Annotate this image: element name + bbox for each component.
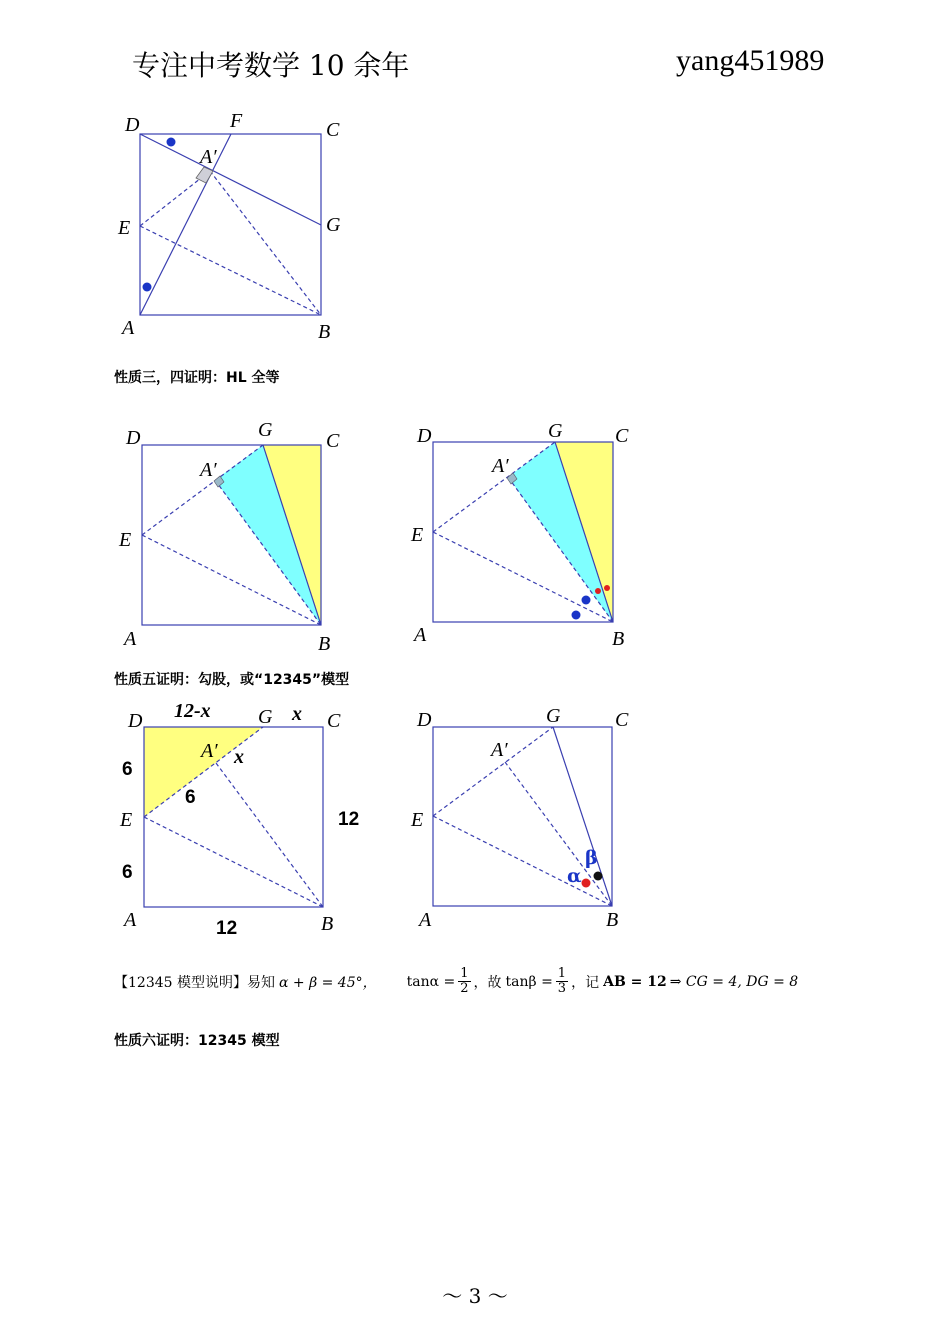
figure-3: [433, 442, 613, 622]
frac2-num: 1: [557, 966, 567, 981]
fig5-label-A: A: [419, 909, 432, 931]
fig1-square: [140, 134, 321, 315]
note-result: ⇒ CG = 4, DG = 8: [669, 973, 799, 990]
note-gu: ，故: [473, 974, 502, 991]
fig2-label-G: G: [258, 419, 273, 441]
fig2-label-D: D: [126, 427, 141, 449]
page-number: ～ 3 ～: [442, 1284, 508, 1308]
fig4-label-D: D: [128, 710, 143, 732]
fig1-label-B: B: [318, 321, 331, 343]
fig3-red-dot-1: [595, 588, 601, 594]
frac1-num: 1: [460, 966, 469, 981]
fig4-label-A: A: [124, 909, 137, 931]
fig1-label-D: D: [125, 114, 140, 136]
fig3-blue-dot-2: [572, 611, 581, 620]
fig4-len-AB: 12: [216, 918, 238, 939]
fig5-label-D: D: [417, 709, 432, 731]
frac2-den: 3: [557, 981, 567, 996]
fig1-label-C: C: [326, 119, 340, 141]
note-frac-half: [458, 967, 470, 996]
fig2-label-B: B: [318, 633, 331, 655]
fig3-red-dot-2: [604, 585, 610, 591]
note-tan-beta: tanβ =: [505, 973, 553, 990]
fig4-len-DG: 12-x: [174, 700, 211, 722]
fig4-len-DE: 6: [122, 759, 133, 780]
header-title: 专注中考数学 10 余年: [132, 49, 410, 82]
fig5-line-GB: [553, 727, 612, 906]
fig1-label-Aprime: A′: [200, 146, 217, 168]
fig4-len-BC: 12: [338, 809, 360, 830]
fig4-dash-AB: [216, 763, 323, 907]
fig1-label-F: F: [230, 110, 243, 132]
fig3-label-E: E: [411, 524, 424, 546]
header-author: yang451989: [676, 44, 825, 77]
fig3-label-D: D: [417, 425, 432, 447]
fig1-line-DG: [140, 134, 321, 225]
fig5-label-E: E: [411, 809, 424, 831]
fig2-label-E: E: [119, 529, 132, 551]
fig3-label-G: G: [548, 420, 563, 442]
fig4-len-EA-prime: 6: [185, 787, 196, 808]
fig4-label-E: E: [120, 809, 133, 831]
fig1-label-G: G: [326, 214, 341, 236]
caption-property-6: 性质六证明：12345 模型: [114, 1033, 280, 1049]
fig4-dash-EB: [144, 817, 323, 907]
fig2-label-C: C: [326, 430, 340, 452]
fig3-label-B: B: [612, 628, 625, 650]
fig4-len-GC: x: [292, 703, 302, 725]
note-ab-eq: AB = 12: [603, 973, 667, 990]
fig1-label-E: E: [118, 217, 131, 239]
model-explanation: [114, 967, 798, 996]
fig1-angle-dot-top: [167, 138, 176, 147]
fig3-label-A: A: [414, 624, 427, 646]
fig1-line-AF: [140, 134, 231, 315]
figure-2: [142, 445, 321, 625]
fig1-label-A: A: [122, 317, 135, 339]
fig4-label-C: C: [327, 710, 341, 732]
frac1-den: 2: [460, 981, 469, 996]
fig4-label-Aprime: A′: [201, 740, 218, 762]
note-sum-eq: α + β = 45°，: [279, 974, 377, 991]
fig4-len-AG: x: [234, 746, 244, 768]
note-tan-alpha: tanα =: [406, 973, 456, 990]
caption-property-3-4: 性质三，四证明：HL 全等: [114, 370, 280, 386]
fig1-dash-AB: [210, 171, 321, 315]
fig3-blue-dot-1: [582, 596, 591, 605]
fig3-label-Aprime: A′: [492, 455, 509, 477]
fig5-label-C: C: [615, 709, 629, 731]
figure-1: [140, 134, 321, 315]
fig4-label-B: B: [321, 913, 334, 935]
fig5-beta-dot: [594, 872, 603, 881]
caption-property-5: 性质五证明：勾股，或“12345”模型: [114, 672, 350, 688]
fig2-label-Aprime: A′: [200, 459, 217, 481]
fig2-label-A: A: [124, 628, 137, 650]
fig5-label-G: G: [546, 705, 561, 727]
note-ji: ，记: [571, 974, 600, 991]
fig1-dash-EB: [140, 226, 321, 315]
fig3-label-C: C: [615, 425, 629, 447]
fig5-label-Aprime: A′: [491, 739, 508, 761]
note-frac-third: [556, 967, 568, 996]
fig4-len-EA: 6: [122, 862, 133, 883]
fig4-label-G: G: [258, 706, 273, 728]
fig5-label-beta: β: [585, 847, 598, 869]
fig5-label-alpha: α: [567, 865, 582, 887]
note-lead: 【12345 模型说明】易知: [114, 974, 275, 991]
fig5-label-B: B: [606, 909, 619, 931]
fig1-angle-dot-bottom: [143, 283, 152, 292]
fig5-dash-AB: [505, 762, 612, 906]
fig5-alpha-dot: [582, 879, 591, 888]
